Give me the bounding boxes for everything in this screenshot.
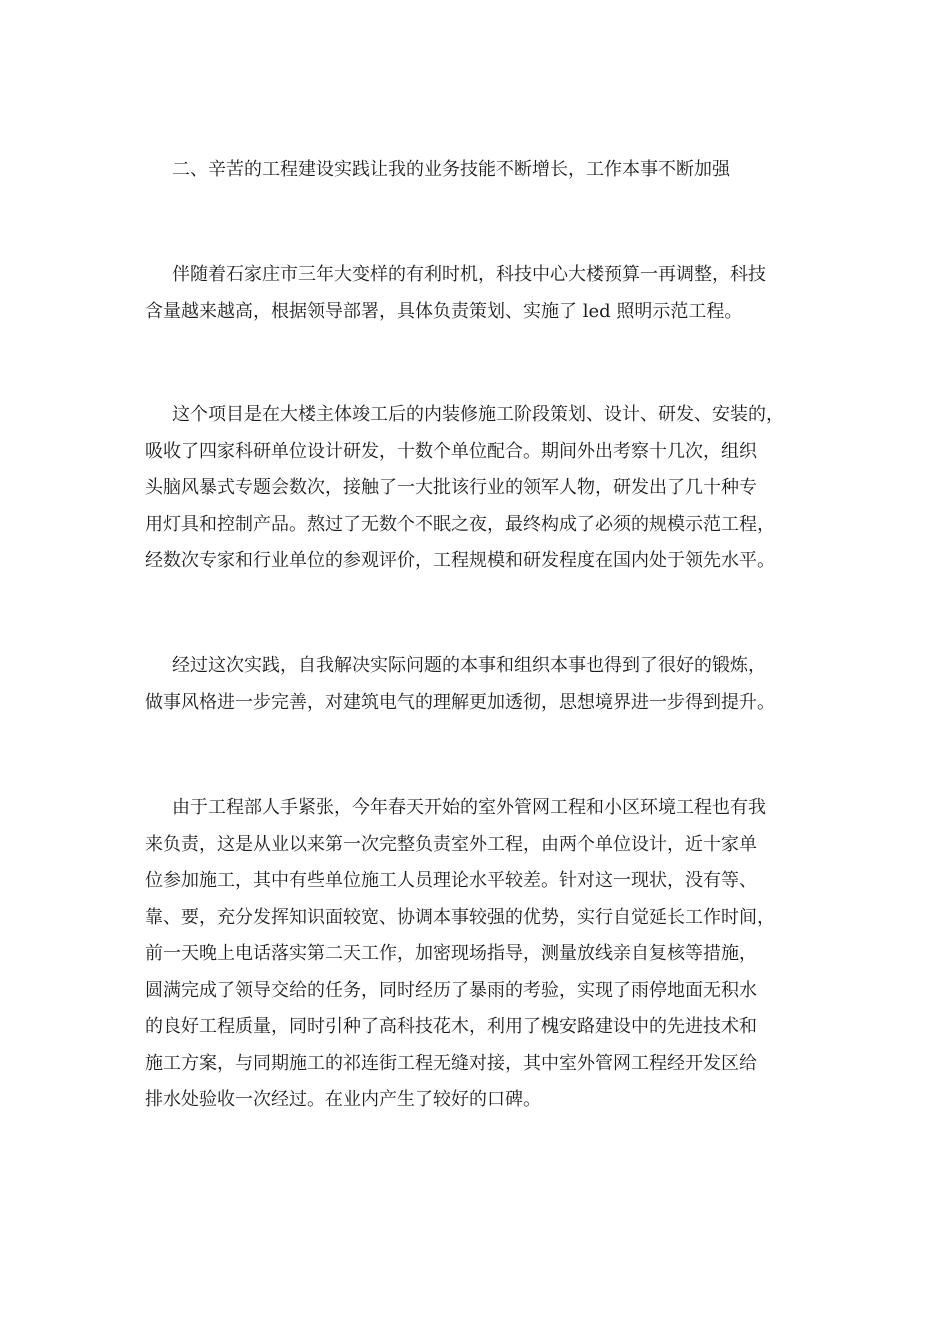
- text-line: 排水处验收一次经过。在业内产生了较好的口碑。: [145, 1089, 541, 1110]
- text-line: 伴随着石家庄市三年大变样的有利时机，科技中心大楼预算一再调整，科技: [172, 264, 766, 285]
- paragraph-1: [145, 257, 815, 330]
- text-line: 圆满完成了领导交给的任务，同时经历了暴雨的考验，实现了雨停地面无积水: [145, 979, 757, 1001]
- paragraph-4: [145, 790, 815, 1119]
- text-line: 靠、要，充分发挥知识面较宽、协调本事较强的优势，实行自觉延长工作时间，: [145, 906, 775, 928]
- text-line: 位参加施工，其中有些单位施工人员理论水平较差。针对这一现状，没有等、: [145, 870, 757, 891]
- text-line: 含量越来越高，根据领导部署，具体负责策划、实施了 led 照明示范工程。: [145, 300, 743, 322]
- text-line: 做事风格进一步完善，对建筑电气的理解更加透彻，思想境界进一步得到提升。: [145, 691, 775, 713]
- text-line: 经数次专家和行业单位的参观评价，工程规模和研发程度在国内处于领先水平。: [145, 550, 775, 571]
- paragraph-3: [145, 648, 815, 721]
- text-line: 这个项目是在大楼主体竣工后的内装修施工阶段策划、设计、研发、安装的，: [172, 404, 784, 425]
- text-line: 的良好工程质量，同时引种了高科技花木，利用了槐安路建设中的先进技术和: [145, 1016, 757, 1037]
- text-line: 前一天晚上电话落实第二天工作，加密现场指导，测量放线亲自复核等措施，: [145, 943, 757, 964]
- text-line: 用灯具和控制产品。熬过了无数个不眠之夜，最终构成了必须的规模示范工程，: [145, 513, 775, 535]
- section-heading: 二、辛苦的工程建设实践让我的业务技能不断增长，工作本事不断加强: [172, 159, 730, 180]
- text-line: 头脑风暴式专题会数次，接触了一大批该行业的领军人物，研发出了几十种专: [145, 477, 757, 498]
- text-line: 施工方案，与同期施工的祁连街工程无缝对接，其中室外管网工程经开发区给: [145, 1052, 757, 1074]
- text-line: 来负责，这是从业以来第一次完整负责室外工程，由两个单位设计，近十家单: [145, 833, 757, 855]
- text-line: 由于工程部人手紧张，今年春天开始的室外管网工程和小区环境工程也有我: [172, 797, 766, 818]
- paragraph-2: [145, 397, 815, 580]
- text-line: 经过这次实践，自我解决实际问题的本事和组织本事也得到了很好的锻炼，: [172, 655, 766, 676]
- text-line: 吸收了四家科研单位设计研发，十数个单位配合。期间外出考察十几次，组织: [145, 440, 757, 462]
